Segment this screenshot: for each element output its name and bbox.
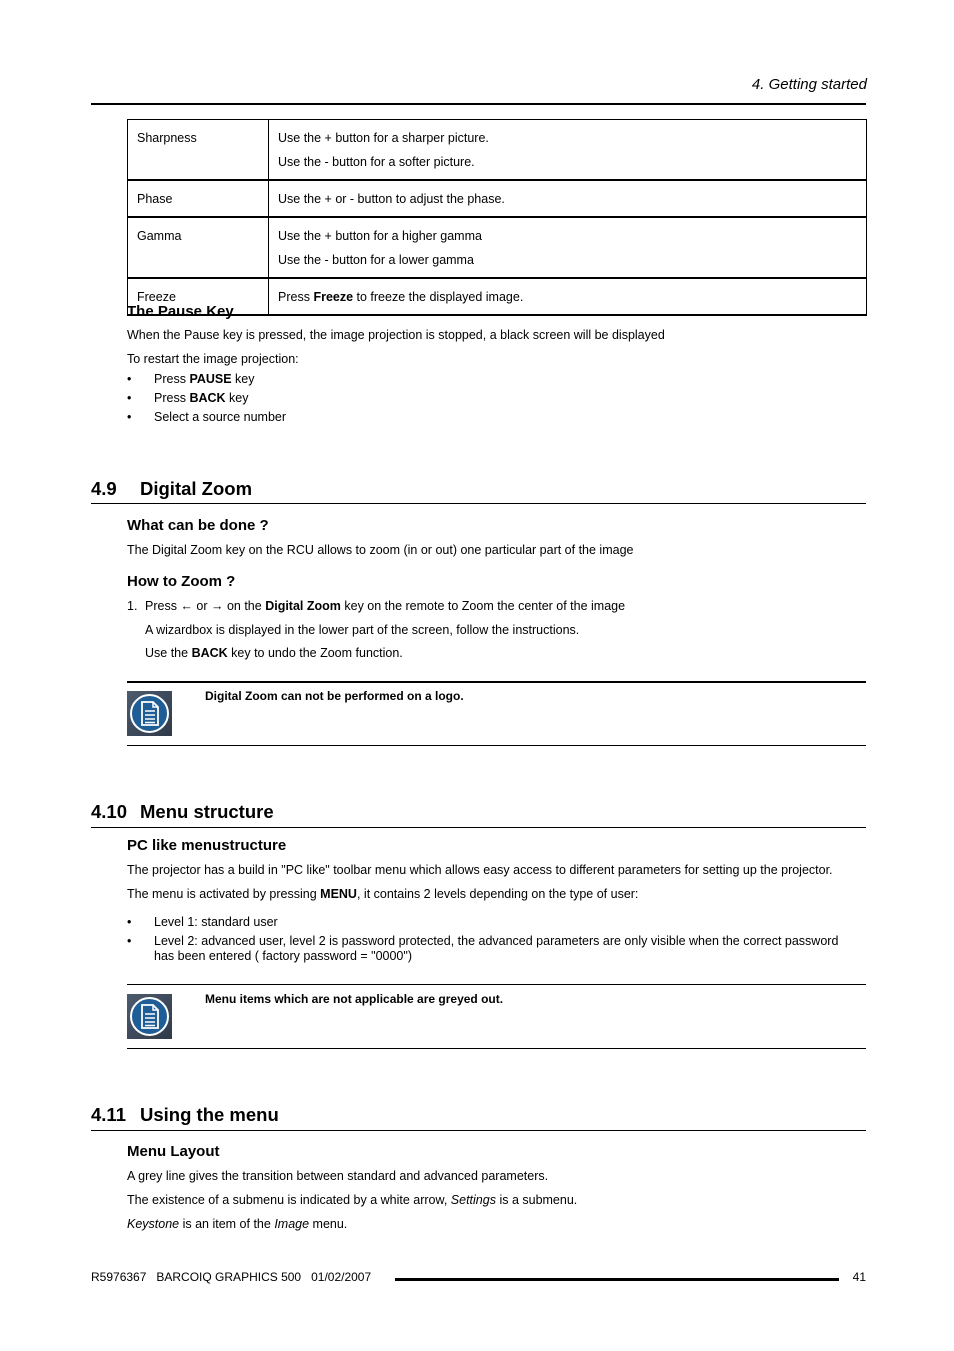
- keystone-para: [127, 1217, 347, 1232]
- param-name: Gamma: [128, 217, 269, 278]
- text-fragment: to freeze the displayed image.: [353, 290, 524, 304]
- bullet-icon: •: [127, 372, 132, 386]
- submenu-para: [127, 1193, 577, 1208]
- section-title: Menu structure: [140, 801, 274, 822]
- text-fragment-italic: Settings: [450, 1193, 496, 1207]
- text-fragment-italic: Keystone: [127, 1217, 180, 1231]
- note-bottom-rule: [127, 745, 866, 746]
- page-number: 41: [852, 1270, 866, 1284]
- text-fragment: key on the remote to Zoom the center of the image: [340, 599, 626, 613]
- section-heading-4-9: [91, 478, 252, 500]
- info-note-icon: [127, 994, 172, 1039]
- text-fragment-bold: Freeze: [313, 290, 354, 304]
- menu-layout-para: A grey line gives the transition between standard and advanced parameters.: [127, 1169, 549, 1183]
- text-fragment: is a submenu.: [495, 1193, 578, 1207]
- param-description: [269, 120, 867, 181]
- bullet-icon: •: [127, 934, 132, 948]
- param-name: Sharpness: [128, 120, 269, 181]
- param-description: [269, 278, 867, 315]
- text-fragment-bold: PAUSE: [189, 372, 232, 386]
- text-fragment-bold: MENU: [320, 887, 357, 901]
- section-heading-4-10: [91, 801, 274, 823]
- note-top-rule: [127, 681, 866, 683]
- note-text: Menu items which are not applicable are greyed out.: [205, 992, 504, 1006]
- bullet-icon: •: [127, 410, 132, 424]
- pause-restart-para: To restart the image projection:: [127, 352, 299, 366]
- bullet-icon: •: [127, 391, 132, 405]
- text-fragment: Press: [154, 372, 190, 386]
- text-fragment-bold: Digital Zoom: [265, 599, 341, 613]
- text-fragment-bold: BACK: [191, 646, 228, 660]
- menu-layout-heading: Menu Layout: [127, 1143, 220, 1160]
- what-text: The Digital Zoom key on the RCU allows to zoom (in or out) one particular part of the image: [127, 543, 634, 557]
- text-fragment-bold: BACK: [189, 391, 226, 405]
- description-line: Use the + button for a sharper picture.: [278, 131, 489, 145]
- section-rule: [91, 827, 866, 828]
- text-fragment: Use the: [145, 646, 192, 660]
- step-detail: A wizardbox is displayed in the lower part of the screen, follow the instructions.: [145, 623, 580, 637]
- description-line: Use the + button for a higher gamma: [278, 229, 482, 243]
- param-name: Freeze: [128, 278, 269, 315]
- parameter-table: [127, 119, 867, 316]
- text-fragment: Press: [278, 290, 314, 304]
- chapter-title: 4. Getting started: [751, 76, 867, 93]
- table-row: [128, 120, 867, 181]
- note-text: Digital Zoom can not be performed on a logo.: [205, 689, 464, 703]
- menu-activation-para: [127, 887, 638, 902]
- step-detail: [145, 646, 403, 661]
- description-line: Use the + or - button to adjust the phase.: [278, 192, 505, 206]
- description-line: Use the - button for a softer picture.: [278, 155, 475, 169]
- text-fragment: menu.: [309, 1217, 348, 1231]
- text-fragment: The menu is activated by pressing: [127, 887, 321, 901]
- table-row: [128, 180, 867, 217]
- pc-menu-heading: PC like menustructure: [127, 837, 287, 854]
- pause-para: When the Pause key is pressed, the image projection is stopped, a black screen will be displayed: [127, 328, 665, 342]
- text-fragment: key: [225, 391, 249, 405]
- text-fragment: , it contains 2 levels depending on the type of user:: [356, 887, 639, 901]
- note-bottom-rule: [127, 1048, 866, 1049]
- text-fragment: key: [231, 372, 255, 386]
- text-fragment: Press ← or → on the: [145, 599, 266, 613]
- text-fragment: key to undo the Zoom function.: [227, 646, 403, 660]
- list-item-text: Level 1: standard user: [154, 915, 278, 929]
- table-row: [128, 217, 867, 278]
- param-description: [269, 217, 867, 278]
- list-item-text: has been entered ( factory password = "0000"): [154, 949, 412, 963]
- footer-rule: [395, 1278, 839, 1281]
- menu-para: The projector has a build in "PC like" toolbar menu which allows easy access to different parameters for setting up the projector.: [127, 863, 833, 877]
- section-number: 4.9: [91, 478, 117, 499]
- param-name: Phase: [128, 180, 269, 217]
- list-item-text: Select a source number: [154, 410, 287, 424]
- section-rule: [91, 1130, 866, 1131]
- section-number: 4.10: [91, 801, 128, 822]
- table-row: [128, 278, 867, 315]
- pause-key-heading: The Pause Key: [127, 303, 234, 320]
- param-description: [269, 180, 867, 217]
- section-heading-4-11: [91, 1104, 279, 1126]
- bullet-icon: •: [127, 915, 132, 929]
- section-title: Using the menu: [140, 1104, 279, 1125]
- section-rule: [91, 503, 866, 504]
- footer-doc-info: R5976367 BARCOIQ GRAPHICS 500 01/02/2007: [91, 1270, 372, 1284]
- description-line: Use the - button for a lower gamma: [278, 253, 474, 267]
- how-heading: How to Zoom ?: [127, 573, 236, 590]
- section-number: 4.11: [91, 1104, 126, 1125]
- step-number: 1.: [127, 599, 138, 613]
- info-note-icon: [127, 691, 172, 736]
- section-title: Digital Zoom: [140, 478, 253, 499]
- header-rule: [91, 103, 866, 105]
- text-fragment-italic: Image: [274, 1217, 310, 1231]
- text-fragment: The existence of a submenu is indicated by a white arrow,: [127, 1193, 451, 1207]
- note-top-rule: [127, 984, 866, 985]
- what-heading: What can be done ?: [127, 517, 269, 534]
- text-fragment: is an item of the: [179, 1217, 275, 1231]
- text-fragment: Press: [154, 391, 190, 405]
- list-item-text: Level 2: advanced user, level 2 is password protected, the advanced parameters are only visible when the correct password: [154, 934, 839, 948]
